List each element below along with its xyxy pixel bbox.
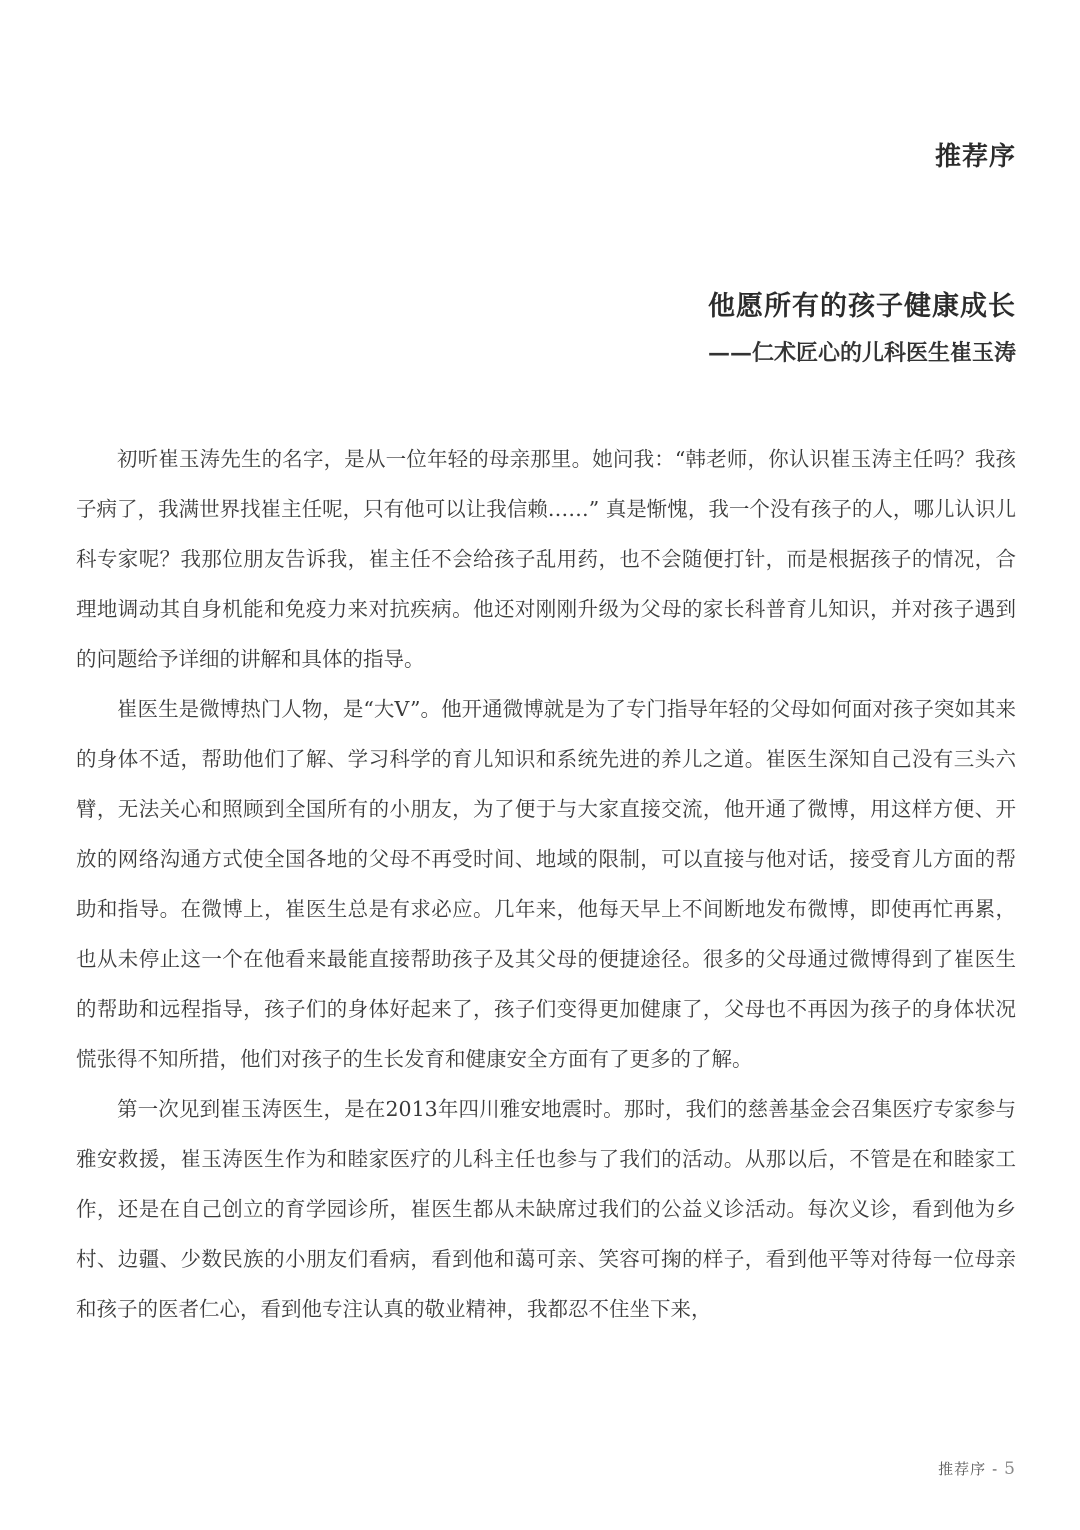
article-title: 他愿所有的孩子健康成长 [708, 291, 1016, 322]
article-subtitle: ——仁术匠心的儿科医生崔玉涛 [707, 340, 1016, 366]
paragraph: 初听崔玉涛先生的名字，是从一位年轻的母亲那里。她问我：“韩老师，你认识崔玉涛主任吗？我孩子病了，我满世界找崔主任呢，只有他可以让我信赖……” 真是惭愧，我一个没有孩子的人，哪儿认识儿科专家呢？我那位朋友告诉我，崔主任不会给孩子乱用药，也不会随便打针，而是根据孩子的情况，合理地调动其自身机能和免疫力来对抗疾病。他还对刚刚升级为父母的家长科普育儿知识，并对孩子遇到的问题给予详细的讲解和具体的指导。 [76, 447, 1016, 671]
section-title: 推荐序 [934, 142, 1016, 172]
paragraph: 第一次见到崔玉涛医生，是在2013年四川雅安地震时。那时，我们的慈善基金会召集医疗专家参与雅安救援，崔玉涛医生作为和睦家医疗的儿科主任也参与了我们的活动。从那以后，不管是在和睦家工作，还是在自己创立的育学园诊所，崔医生都从未缺席过我们的公益义诊活动。每次义诊，看到他为乡村、边疆、少数民族的小朋友们看病，看到他和蔼可亲、笑容可掬的样子，看到他平等对待每一位母亲和孩子的医者仁心，看到他专注认真的敬业精神，我都忍不住坐下来， [76, 1097, 1016, 1321]
paragraph: 崔医生是微博热门人物，是“大V”。他开通微博就是为了专门指导年轻的父母如何面对孩子突如其来的身体不适，帮助他们了解、学习科学的育儿知识和系统先进的养儿之道。崔医生深知自己没有三头六臂，无法关心和照顾到全国所有的小朋友，为了便于与大家直接交流，他开通了微博，用这样方便、开放的网络沟通方式使全国各地的父母不再受时间、地域的限制，可以直接与他对话，接受育儿方面的帮助和指导。在微博上，崔医生总是有求必应。几年来，他每天早上不间断地发布微博，即使再忙再累，也从未停止这一个在他看来最能直接帮助孩子及其父母的便捷途径。很多的父母通过微博得到了崔医生的帮助和远程指导，孩子们的身体好起来了，孩子们变得更加健康了，父母也不再因为孩子的身体状况慌张得不知所措，他们对孩子的生长发育和健康安全方面有了更多的了解。 [76, 697, 1016, 1071]
page-number: 5 [1004, 1459, 1016, 1479]
article-body [76, 434, 1016, 1334]
footer-label: 推荐序 [938, 1460, 987, 1478]
page-footer [938, 1458, 1016, 1479]
footer-separator: - [992, 1460, 999, 1478]
